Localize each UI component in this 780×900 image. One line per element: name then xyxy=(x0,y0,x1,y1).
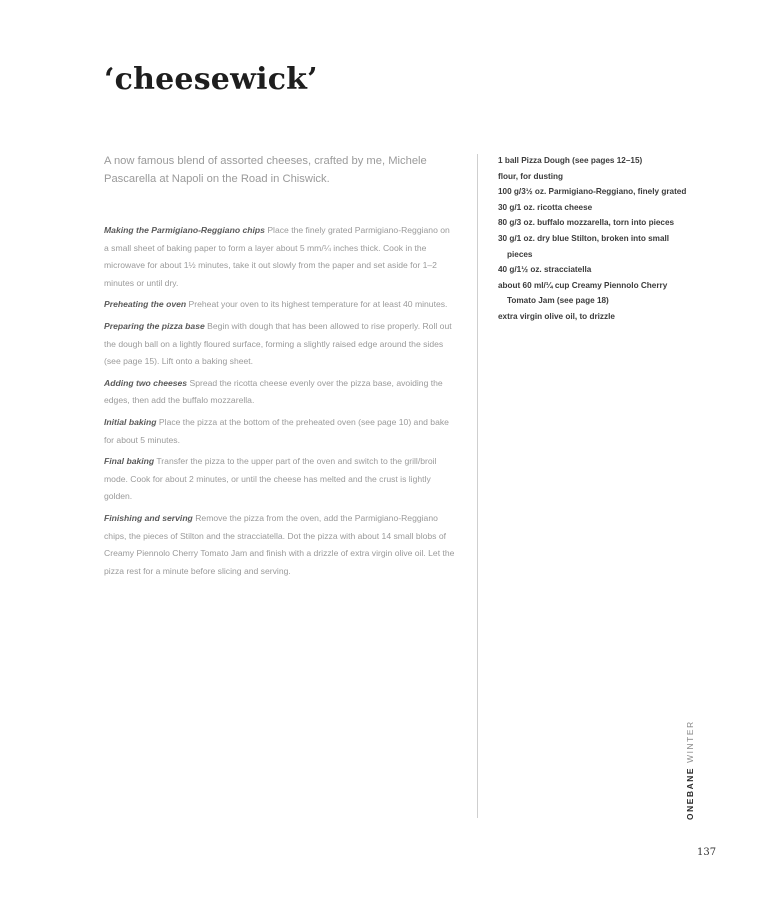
column-divider xyxy=(477,154,478,818)
method-step xyxy=(104,296,456,314)
recipe-intro: A now famous blend of assorted cheeses, crafted by me, Michele Pascarella at Napoli on the Road in Chiswick. xyxy=(104,155,427,185)
step-heading: Adding two cheeses xyxy=(104,377,188,388)
ingredient-item: 30 g/1 oz. ricotta cheese xyxy=(498,202,593,212)
method-step xyxy=(104,414,456,449)
ingredient-item: 1 ball Pizza Dough (see pages 12–15) xyxy=(498,156,643,165)
ingredient-item: about 60 ml/¼ cup Creamy Piennolo Cherry Tomato Jam (see page 18) xyxy=(498,280,668,306)
step-text: Transfer the pizza to the upper part of the oven and switch to the grill/broil mode. Cook for about 2 minutes, or until the cheese has melted and the crust is lightly golden. xyxy=(104,456,437,502)
method-step xyxy=(104,222,456,292)
ingredient-list xyxy=(498,153,688,325)
method-step xyxy=(104,453,456,506)
ingredient-item: flour, for dusting xyxy=(498,171,564,181)
ingredient-item: 100 g/3½ oz. Parmigiano-Reggiano, finely grated xyxy=(498,187,687,197)
method-step xyxy=(104,318,456,371)
running-head-section: ONEBANE xyxy=(685,766,695,820)
page-number: 137 xyxy=(697,847,717,858)
recipe-title: ‘cheesewick’ xyxy=(104,62,318,97)
ingredient-item: 80 g/3 oz. buffalo mozzarella, torn into pieces xyxy=(498,218,675,228)
ingredient-item: 30 g/1 oz. dry blue Stilton, broken into small pieces xyxy=(498,233,670,259)
step-text: Begin with dough that has been allowed to rise properly. Roll out the dough ball on a lightly floured surface, forming a slightly raised edge around the sides (see page 15). Lift onto a baking sheet. xyxy=(104,320,452,367)
step-heading: Preparing the pizza base xyxy=(104,320,205,331)
method-step xyxy=(104,510,456,580)
method-steps xyxy=(104,222,456,584)
step-text: Spread the ricotta cheese evenly over the pizza base, avoiding the edges, then add the buffalo mozzarella. xyxy=(104,377,443,406)
ingredient-item: 40 g/1½ oz. stracciatella xyxy=(498,265,592,275)
step-heading: Finishing and serving xyxy=(104,512,193,523)
step-text: Preheat your oven to its highest temperature for at least 40 minutes. xyxy=(188,299,448,310)
step-text: Remove the pizza from the oven, add the Parmigiano-Reggiano chips, the pieces of Stilton and the stracciatella. Dot the pizza with about 14 small blobs of Creamy Piennolo Cherry Tomato Jam and finish with a drizzle of extra virgin olive oil. Let the pizza rest for a minute before slicing and serving. xyxy=(104,512,455,576)
ingredient-item: extra virgin olive oil, to drizzle xyxy=(498,311,615,321)
method-step xyxy=(104,375,456,410)
running-head xyxy=(685,720,699,820)
step-heading: Final baking xyxy=(104,456,155,467)
running-head-season: WINTER xyxy=(685,720,695,763)
step-heading: Initial baking xyxy=(104,416,157,427)
step-text: Place the finely grated Parmigiano-Reggiano on a small sheet of baking paper to form a layer about 5 mm/¼ inches thick. Cook in the microwave for about 1½ minutes, take it out slowly from the paper and set aside for 1–2 minutes or until dry. xyxy=(104,225,450,288)
step-heading: Making the Parmigiano-Reggiano chips xyxy=(104,225,265,235)
step-heading: Preheating the oven xyxy=(104,299,187,310)
step-text: Place the pizza at the bottom of the preheated oven (see page 10) and bake for about 5 minutes. xyxy=(104,416,449,445)
